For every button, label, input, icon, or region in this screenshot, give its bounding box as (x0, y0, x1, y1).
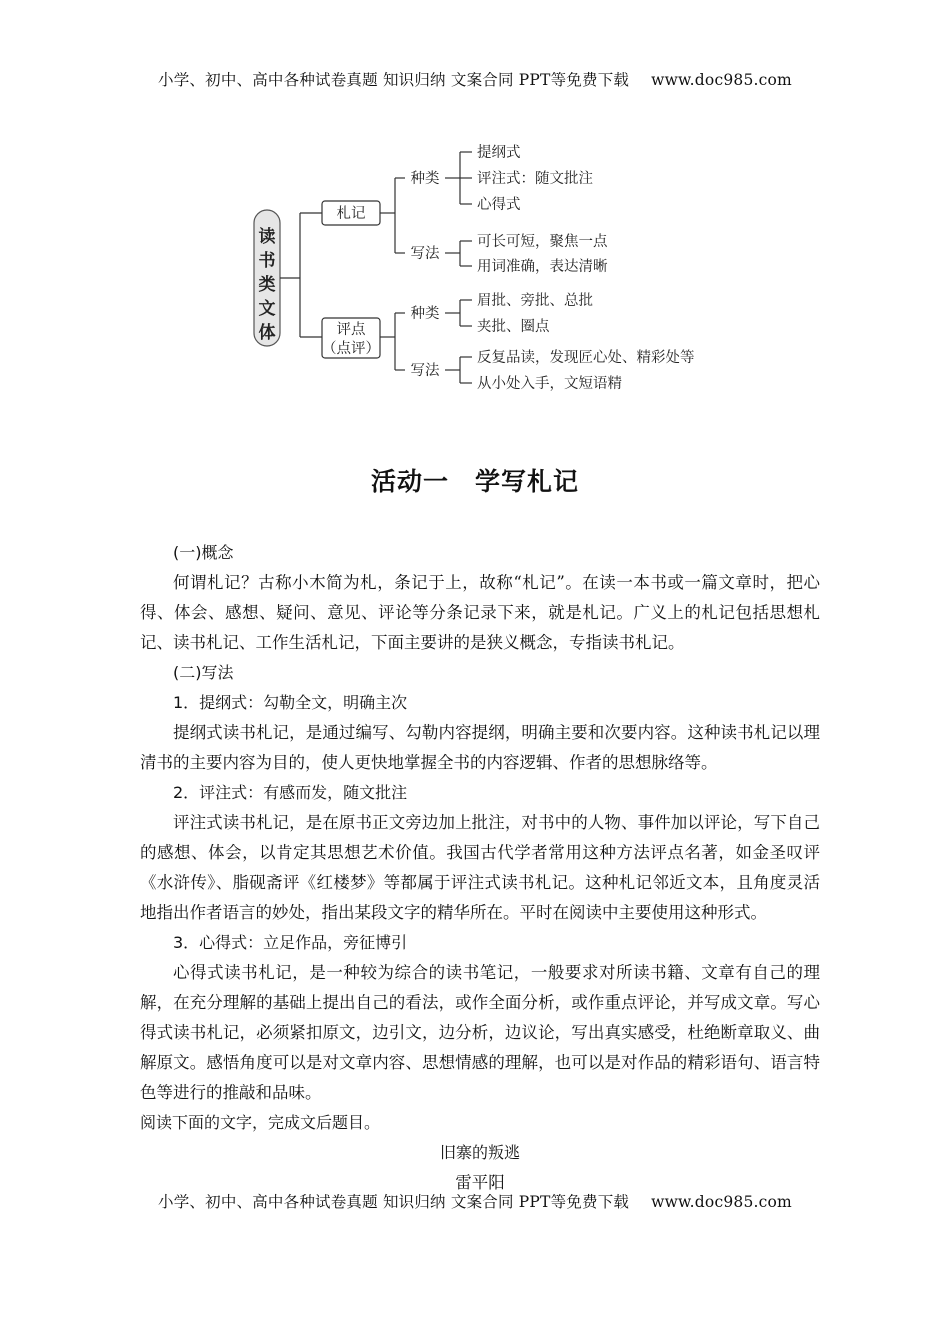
zhaji-node: 札记 (336, 206, 366, 222)
zhaji-kind: 评注式：随文批注 (477, 171, 593, 187)
footer-url[interactable]: www.doc985.com (651, 1193, 792, 1211)
item1-title: 1．提纲式：勾勒全文，明确主次 (173, 693, 408, 712)
pingdian-method: 反复品读，发现匠心处、精彩处等 (477, 350, 695, 366)
root-char: 文 (258, 299, 276, 319)
header-text: 小学、初中、高中各种试卷真题 知识归纳 文案合同 PPT等免费下载 (158, 71, 630, 89)
item3-paragraph: 心得式读书札记，是一种较为综合的读书笔记，一般要求对所读书籍、文章有自己的理解，在充分理解的基础上提出自己的看法，或作全面分析，或作重点评论，并写成文章。写心得式读书札记，必须紧扣原文，边引文，边分析，边议论，写出真实感受，杜绝断章取义、曲解原文。感悟角度可以是对文章内容、思想情感的理解，也可以是对作品的精彩语句、语言特色等进行的推敲和品味。 (140, 963, 820, 1102)
concept-paragraph: 何谓札记？古称小木简为札，条记于上，故称“札记”。在读一本书或一篇文章时，把心得、体会、感想、疑问、意见、评论等分条记录下来，就是札记。广义上的札记包括思想札记、读书札记、工作生活札记，下面主要讲的是狭义概念，专指读书札记。 (140, 573, 820, 652)
pingdian-kind: 夹批、圈点 (477, 319, 550, 335)
root-char: 体 (258, 323, 276, 343)
item2-title: 2．评注式：有感而发，随文批注 (173, 783, 408, 802)
pingdian-node-sub: （点评） (322, 341, 380, 357)
method-heading: (二)写法 (173, 663, 234, 682)
item2-paragraph: 评注式读书札记，是在原书正文旁边加上批注，对书中的人物、事件加以评论，写下自己的感想、体会，以肯定其思想艺术价值。我国古代学者常用这种方法评点名著，如金圣叹评《水浒传》、脂砚斋评《红楼梦》等都属于评注式读书札记。这种札记邻近文本，且角度灵活地指出作者语言的妙处，指出某段文字的精华所在。平时在阅读中主要使用这种形式。 (140, 813, 820, 922)
pingdian-kinds-label: 种类 (410, 306, 440, 322)
root-char: 书 (258, 251, 276, 271)
item1-paragraph: 提纲式读书札记，是通过编写、勾勒内容提纲，明确主要和次要内容。这种读书札记以理清书的主要内容为目的，使人更快地掌握全书的内容逻辑、作者的思想脉络等。 (140, 723, 820, 772)
zhaji-kind: 心得式 (477, 197, 521, 213)
root-char: 读 (258, 227, 276, 247)
root-char: 类 (258, 275, 276, 295)
pingdian-method: 从小处入手，文短语精 (477, 376, 622, 392)
activity-title: 活动一 学写札记 (370, 467, 579, 496)
zhaji-method: 可长可短，聚焦一点 (477, 234, 608, 250)
read-instruction: 阅读下面的文字，完成文后题目。 (140, 1113, 381, 1132)
story-title: 旧寨的叛逃 (439, 1143, 520, 1162)
article-body (140, 538, 820, 1198)
zhaji-kinds-label: 种类 (410, 171, 440, 187)
pingdian-node: 评点 (336, 322, 366, 338)
header-url[interactable]: www.doc985.com (651, 71, 792, 89)
story-author: 雷平阳 (455, 1173, 505, 1192)
zhaji-kind: 提纲式 (477, 145, 521, 161)
concept-heading: (一)概念 (173, 543, 234, 562)
item3-title: 3．心得式：立足作品，旁征博引 (173, 933, 408, 952)
mind-map (0, 0, 950, 420)
pingdian-method-label: 写法 (410, 363, 440, 379)
zhaji-method-label: 写法 (410, 246, 440, 262)
footer-text: 小学、初中、高中各种试卷真题 知识归纳 文案合同 PPT等免费下载 (158, 1193, 630, 1211)
pingdian-kind: 眉批、旁批、总批 (477, 293, 593, 309)
page-footer (0, 1190, 950, 1212)
zhaji-method: 用词准确，表达清晰 (477, 259, 608, 275)
